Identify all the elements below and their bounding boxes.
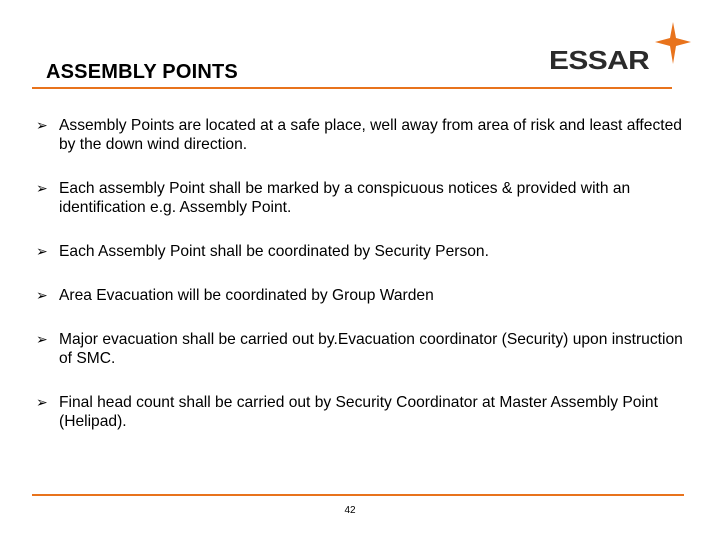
arrow-bullet-icon: ➢ xyxy=(36,287,48,303)
list-item: ➢ Each Assembly Point shall be coordinated by Security Person. xyxy=(36,243,489,260)
title-divider xyxy=(32,87,672,89)
page-number: 42 xyxy=(344,505,356,516)
list-item: ➢ Area Evacuation will be coordinated by Group Warden xyxy=(36,287,434,304)
list-item: ➢ Final head count shall be carried out by Security Coordinator at Master Assembly Point (Helipad). xyxy=(36,394,658,430)
arrow-bullet-icon: ➢ xyxy=(36,243,48,259)
essar-logo xyxy=(545,20,695,75)
arrow-bullet-icon: ➢ xyxy=(36,180,48,196)
page-title: ASSEMBLY POINTS xyxy=(46,61,238,83)
arrow-bullet-icon: ➢ xyxy=(36,117,48,133)
cross-star-icon xyxy=(653,20,693,66)
arrow-bullet-icon: ➢ xyxy=(36,331,48,347)
bullet-list xyxy=(36,116,696,456)
footer-divider xyxy=(32,494,684,496)
list-item: ➢ Assembly Points are located at a safe place, well away from area of risk and least affected by the down wind direction. xyxy=(36,117,682,153)
list-item: ➢ Major evacuation shall be carried out by.Evacuation coordinator (Security) upon instruction of SMC. xyxy=(36,331,683,367)
arrow-bullet-icon: ➢ xyxy=(36,394,48,410)
list-item: ➢ Each assembly Point shall be marked by a conspicuous notices & provided with an identification e.g. Assembly Point. xyxy=(36,180,631,216)
logo-text: ESSAR xyxy=(549,45,650,75)
